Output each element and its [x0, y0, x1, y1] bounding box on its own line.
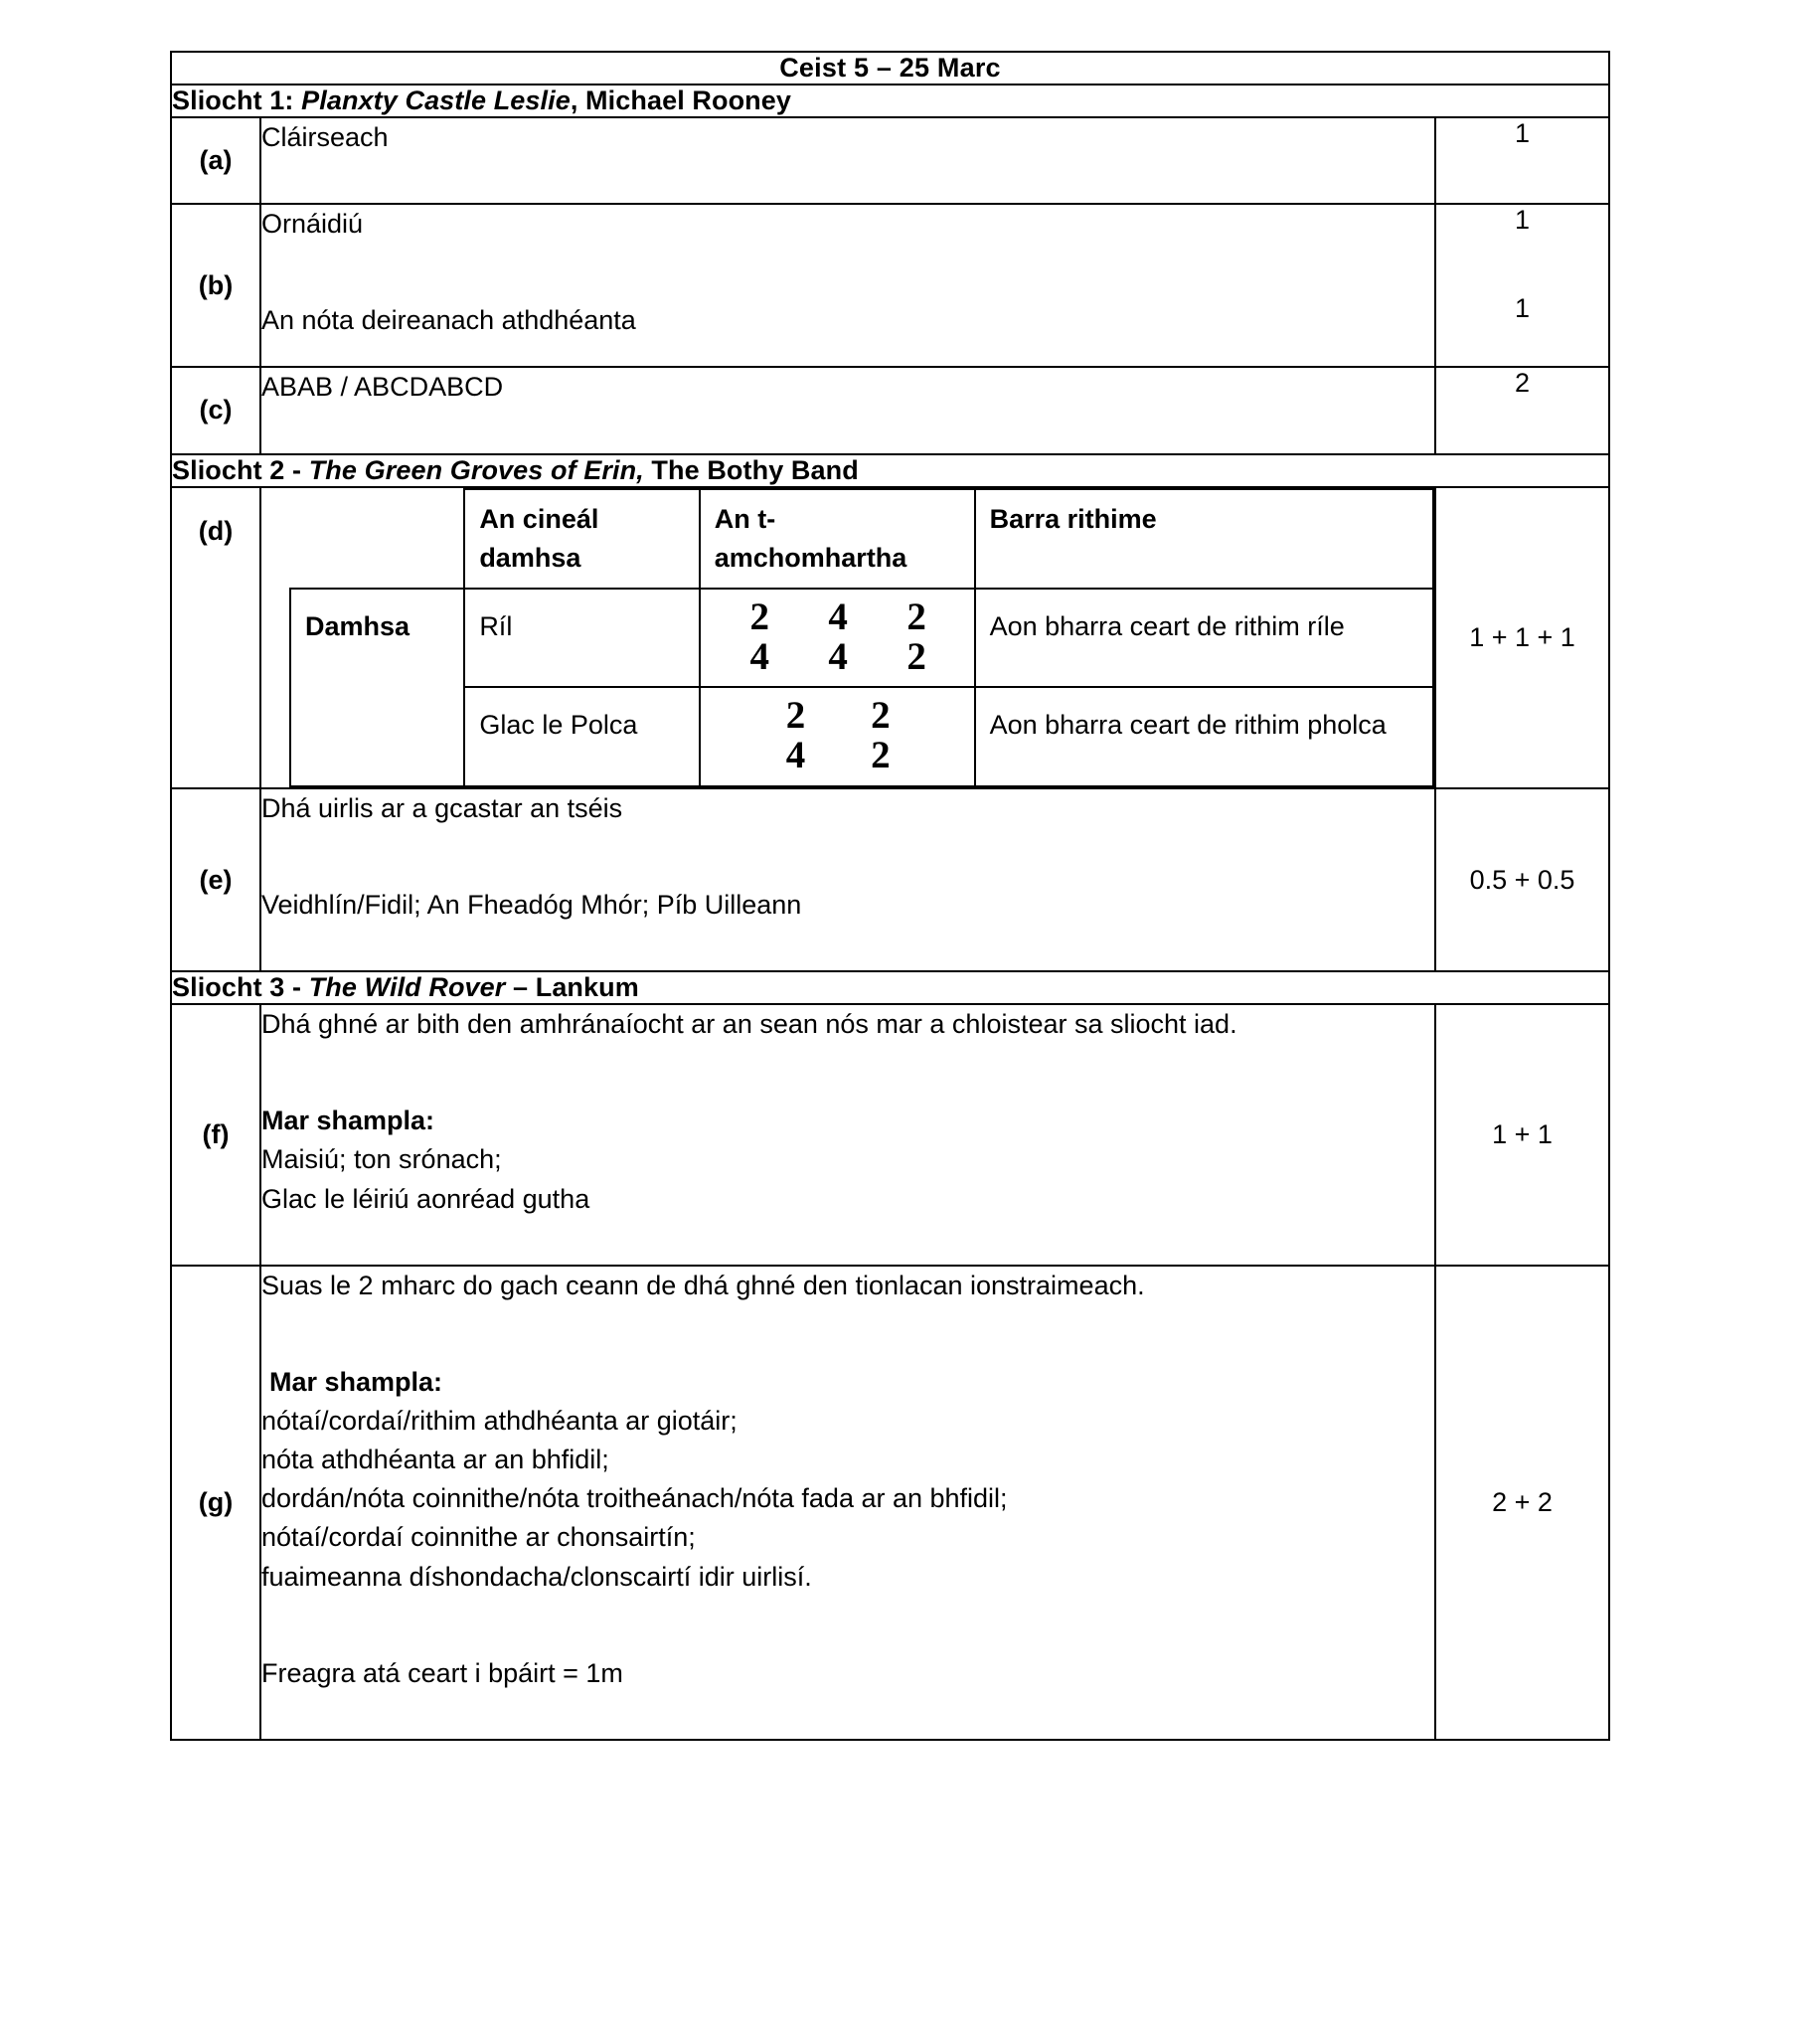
- example-label-f: Mar shampla:: [261, 1106, 435, 1136]
- row-answer-b: [260, 204, 1435, 367]
- table-row-f: [171, 1004, 1609, 1266]
- time-signature-2-2: [871, 696, 891, 775]
- spacer: [261, 1219, 1434, 1265]
- time-signature-numerator: 2: [785, 694, 806, 738]
- sliocht-3-prefix: Sliocht 3 -: [172, 972, 309, 1003]
- spacer: [261, 828, 1434, 886]
- spacer: [1436, 236, 1608, 293]
- sliocht-2-heading: [171, 454, 1609, 487]
- row-answer-f: [260, 1004, 1435, 1266]
- time-signature-4-4: [828, 597, 848, 677]
- damhsa-header-amchomhartha: An t-amchomhartha: [700, 489, 975, 589]
- time-signature-numerator: 2: [906, 595, 926, 638]
- row-letter-b: (b): [171, 204, 260, 367]
- time-signature-group-polca: [715, 696, 962, 775]
- sliocht-1-suffix: , Michael Rooney: [570, 85, 792, 115]
- table-row-g: [171, 1266, 1609, 1740]
- row-marks-c: 2: [1435, 367, 1609, 453]
- row-answer-d: [260, 487, 1435, 788]
- answer-text-e-2: Veidhlín/Fidil; An Fheadóg Mhór; Píb Uilleann: [261, 890, 802, 921]
- sliocht-1-heading: [171, 85, 1609, 117]
- marking-scheme-sheet: [170, 51, 1608, 1741]
- row-letter-c: (c): [171, 367, 260, 453]
- row-marks-f: 1 + 1: [1435, 1004, 1609, 1266]
- damhsa-header-corner: [290, 489, 464, 589]
- sliocht-3-heading: [171, 971, 1609, 1004]
- time-signature-numerator: 2: [871, 694, 891, 738]
- answer-text-a: Cláirseach: [261, 122, 389, 152]
- example-label-g: Mar shampla:: [269, 1366, 443, 1397]
- row-answer-g: [260, 1266, 1435, 1740]
- sliocht-2-work-title: The Green Groves of Erin,: [308, 454, 644, 485]
- time-signature-group-ril: [715, 597, 962, 677]
- table-row-sliocht2-header: [171, 454, 1609, 487]
- time-signature-2-4: [786, 696, 806, 775]
- spacer: [261, 340, 1434, 366]
- time-signature-denominator: 4: [749, 634, 769, 678]
- sliocht-2-suffix: The Bothy Band: [643, 454, 859, 485]
- table-row-d: [171, 487, 1609, 788]
- sliocht-1-prefix: Sliocht 1:: [172, 85, 302, 115]
- row-marks-a: 1: [1435, 117, 1609, 204]
- time-signature-2-4: [749, 597, 769, 677]
- row-marks-d: 1 + 1 + 1: [1435, 487, 1609, 788]
- page-title: Ceist 5 – 25 Marc: [171, 52, 1609, 85]
- damhsa-table-row-ril: [290, 589, 1433, 688]
- time-signature-denominator: 4: [785, 734, 806, 777]
- example-item-g-2: nóta athdhéanta ar an bhfidil;: [261, 1445, 609, 1475]
- row-marks-b: [1435, 204, 1609, 367]
- example-item-g-1: nótaí/cordaí/rithim athdhéanta ar giotáir;: [261, 1406, 738, 1437]
- example-item-g-3: dordán/nóta coinnithe/nóta troitheánach/nóta fada ar an bhfidil;: [261, 1483, 1008, 1514]
- spacer: [261, 925, 1434, 970]
- answer-text-b-1: Ornáidiú: [261, 209, 364, 240]
- barra-rithime-polca: Aon bharra ceart de rithim pholca: [975, 687, 1433, 786]
- answer-text-b-2: An nóta deireanach athdhéanta: [261, 305, 636, 336]
- marks-b-1: 1: [1514, 205, 1531, 236]
- table-row-c: [171, 367, 1609, 453]
- row-letter-a: (a): [171, 117, 260, 204]
- row-answer-e: [260, 788, 1435, 971]
- damhsa-table: [289, 488, 1434, 787]
- time-signatures-polca: [700, 687, 975, 786]
- table-row-sliocht1-header: [171, 85, 1609, 117]
- example-item-g-4: nótaí/cordaí coinnithe ar chonsairtín;: [261, 1522, 696, 1553]
- example-item-f-2: Glac le léiriú aonréad gutha: [261, 1183, 590, 1214]
- row-answer-a: [260, 117, 1435, 204]
- row-letter-g: (g): [171, 1266, 260, 1740]
- table-row-b: [171, 204, 1609, 367]
- spacer: [261, 1305, 1434, 1363]
- time-signature-denominator: 2: [906, 634, 926, 678]
- example-item-f-1: Maisiú; ton srónach;: [261, 1144, 502, 1175]
- spacer: [261, 1693, 1434, 1739]
- table-row-title: [171, 52, 1609, 85]
- spacer: [261, 157, 1434, 203]
- table-row-sliocht3-header: [171, 971, 1609, 1004]
- time-signature-numerator: 4: [828, 595, 848, 638]
- marking-scheme-table: [170, 51, 1610, 1741]
- damhsa-header-cineal: An cineál damhsa: [464, 489, 699, 589]
- sliocht-1-work-title: Planxty Castle Leslie: [301, 85, 571, 115]
- row-letter-d: (d): [171, 487, 260, 788]
- row-letter-f: (f): [171, 1004, 260, 1266]
- spacer: [261, 244, 1434, 301]
- damhsa-header-barra: Barra rithime: [975, 489, 1433, 589]
- spacer: [261, 408, 1434, 453]
- spacer: [1436, 324, 1608, 350]
- spacer: [261, 1044, 1434, 1102]
- example-item-g-5: fuaimeanna díshondacha/clonscairtí idir uirlisí.: [261, 1561, 812, 1592]
- time-signature-denominator: 2: [871, 734, 891, 777]
- table-row-e: [171, 788, 1609, 971]
- answer-text-f-intro: Dhá ghné ar bith den amhránaíocht ar an sean nós mar a chloistear sa sliocht iad.: [261, 1009, 1237, 1040]
- barra-rithime-ril: Aon bharra ceart de rithim ríle: [975, 589, 1433, 688]
- damhsa-row-label: Damhsa: [290, 589, 464, 786]
- time-signatures-ril: [700, 589, 975, 688]
- table-row-a: [171, 117, 1609, 204]
- dance-name-polca: Glac le Polca: [464, 687, 699, 786]
- answer-text-c: ABAB / ABCDABCD: [261, 372, 504, 403]
- time-signature-2-2: [906, 597, 926, 677]
- sliocht-3-work-title: The Wild Rover: [308, 972, 506, 1003]
- answer-text-g-intro: Suas le 2 mharc do gach ceann de dhá ghné den tionlacan ionstraimeach.: [261, 1270, 1145, 1300]
- sliocht-2-prefix: Sliocht 2 -: [172, 454, 309, 485]
- row-answer-c: [260, 367, 1435, 453]
- marks-b-2: 1: [1514, 293, 1531, 324]
- row-letter-e: (e): [171, 788, 260, 971]
- time-signature-denominator: 4: [828, 634, 848, 678]
- partial-credit-note-g: Freagra atá ceart i bpáirt = 1m: [261, 1657, 623, 1688]
- time-signature-numerator: 2: [749, 595, 769, 638]
- row-marks-g: 2 + 2: [1435, 1266, 1609, 1740]
- answer-text-e-1: Dhá uirlis ar a gcastar an tséis: [261, 792, 623, 823]
- damhsa-table-header-row: [290, 489, 1433, 589]
- sliocht-3-suffix: – Lankum: [505, 972, 639, 1003]
- spacer: [261, 1597, 1434, 1654]
- dance-name-ril: Ríl: [464, 589, 699, 688]
- row-marks-e: 0.5 + 0.5: [1435, 788, 1609, 971]
